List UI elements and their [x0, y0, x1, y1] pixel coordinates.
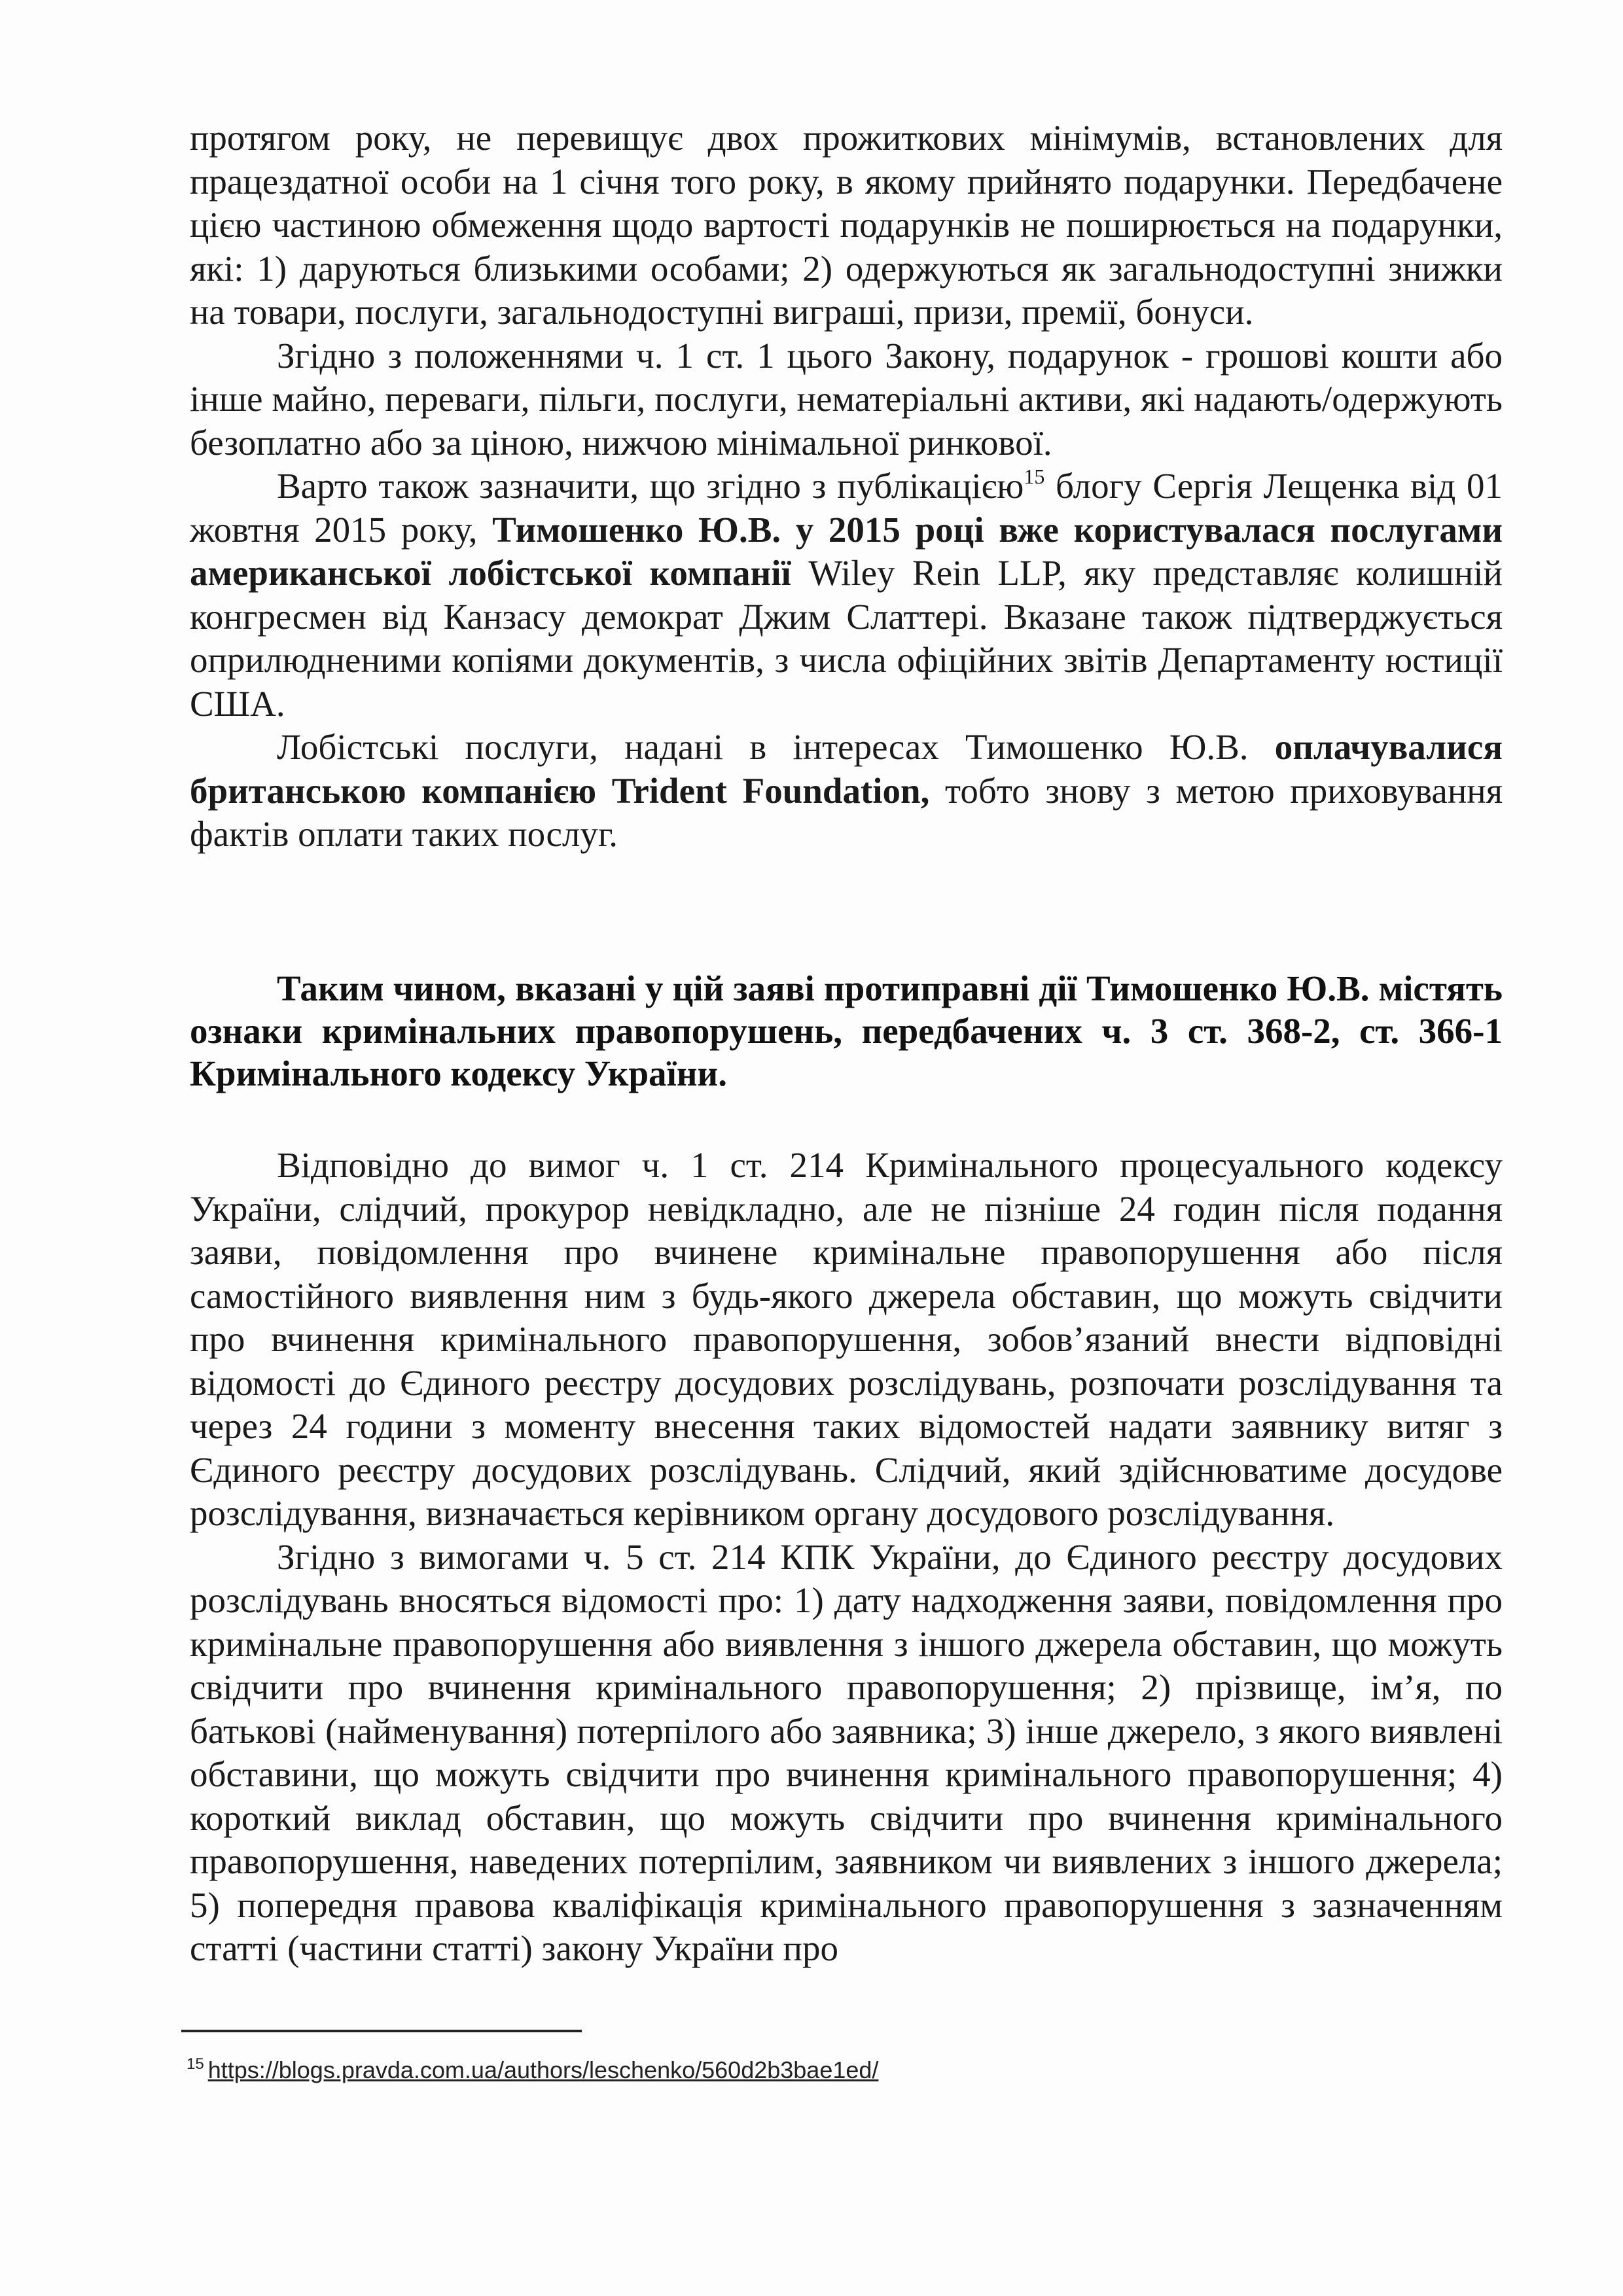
footnote — [187, 2050, 878, 2085]
paragraph-text: Wiley Rein LLP, яку представляє колишній конгресмен від Канзасу демократ Джим Слаттері. Вказане також підтверджується оприлюдненими копіями документів, з числа офіційних звітів Департаменту юстиції США. — [190, 553, 1503, 724]
footnote-reference[interactable]: 15 — [1024, 465, 1045, 488]
footnote-separator — [181, 2030, 582, 2032]
paragraph-text: Варто також зазначити, що згідно з публікацією — [277, 466, 1024, 506]
paragraph-text: Лобістські послуги, надані в інтересах Тимошенко Ю.В. — [277, 727, 1275, 767]
paragraph-trident-foundation — [190, 726, 1503, 857]
paragraph-wiley-rein — [190, 465, 1503, 726]
paragraph-text: блогу Сергія Лещенка від 01 жовтня 2015 року, — [190, 466, 1503, 550]
paragraph-text: тобто знову з метою приховування фактів оплати таких послуг. — [190, 770, 1503, 854]
paragraph-gift-limit: протягом року, не перевищує двох прожиткових мінімумів, встановлених для працездатної особи на 1 січня того року, в якому прийнято подарунки. Передбачене цією частиною обмеження щодо вартості подарунків не поширюється на подарунки, які: 1) даруються близькими особами; 2) одержуються як загальнодоступні знижки на товари, послуги, загальнодоступні виграші, призи, премії, бонуси. — [190, 118, 1503, 332]
paragraph-article-214-part-1: Відповідно до вимог ч. 1 ст. 214 Кримінального процесуального кодексу України, слідчий, прокурор невідкладно, але не пізніше 24 годин після подання заяви, повідомлення про вчинене кримінальне правопорушення або після самостійного виявлення ним з будь-якого джерела обставин, що можуть свідчити про вчинення кримінального правопорушення, зобов’язаний внести відповідні відомості до Єдиного реєстру досудових розслідувань, розпочати розслідування та через 24 години з моменту внесення таких відомостей надати заявнику витяг з Єдиного реєстру досудових розслідувань. Слідчий, який здійснюватиме досудове розслідування, визначається керівником органу досудового розслідування. — [190, 1145, 1503, 1533]
footnote-number: 15 — [187, 2055, 204, 2073]
bold-emphasis: Тимошенко Ю.В. у 2015 році вже користувалася послугами американської лобістської компанії — [190, 509, 1503, 593]
paragraph-article-214-part-5: Згідно з вимогами ч. 5 ст. 214 КПК України, до Єдиного реєстру досудових розслідувань вносяться відомості про: 1) дату надходження заяви, повідомлення про кримінальне правопорушення або виявлення з іншого джерела обставин, що можуть свідчити про вчинення кримінального правопорушення; 2) прізвище, ім’я, по батькові (найменування) потерпілого або заявника; 3) інше джерело, з якого виявлені обставини, що можуть свідчити про вчинення кримінального правопорушення; 4) короткий виклад обставин, що можуть свідчити про вчинення кримінального правопорушення, наведених потерпілим, заявником чи виявлених з іншого джерела; 5) попередня правова кваліфікація кримінального правопорушення з зазначенням статті (частини статті) закону України про — [190, 1536, 1503, 1968]
body-text-section-1 — [190, 116, 1503, 857]
bold-emphasis: оплачувалися британською компанією Trident Foundation, — [190, 727, 1503, 811]
conclusion-heading: Таким чином, вказані у цій заяві протиправні дії Тимошенко Ю.В. містять ознаки кримінальних правопорушень, передбачених ч. 3 ст. 368-2, ст. 366-1 Кримінального кодексу України. — [190, 968, 1503, 1093]
paragraph-gift-definition: Згідно з положеннями ч. 1 ст. 1 цього Закону, подарунок - грошові кошти або інше майно, переваги, пільги, послуги, нематеріальні активи, які надають/одержують безоплатно або за ціною, нижчою мінімальної ринкової. — [190, 335, 1503, 463]
footnote-link[interactable]: https://blogs.pravda.com.ua/authors/leschenko/560d2b3bae1ed/ — [207, 2057, 879, 2083]
body-text-section-2 — [190, 1144, 1503, 1971]
